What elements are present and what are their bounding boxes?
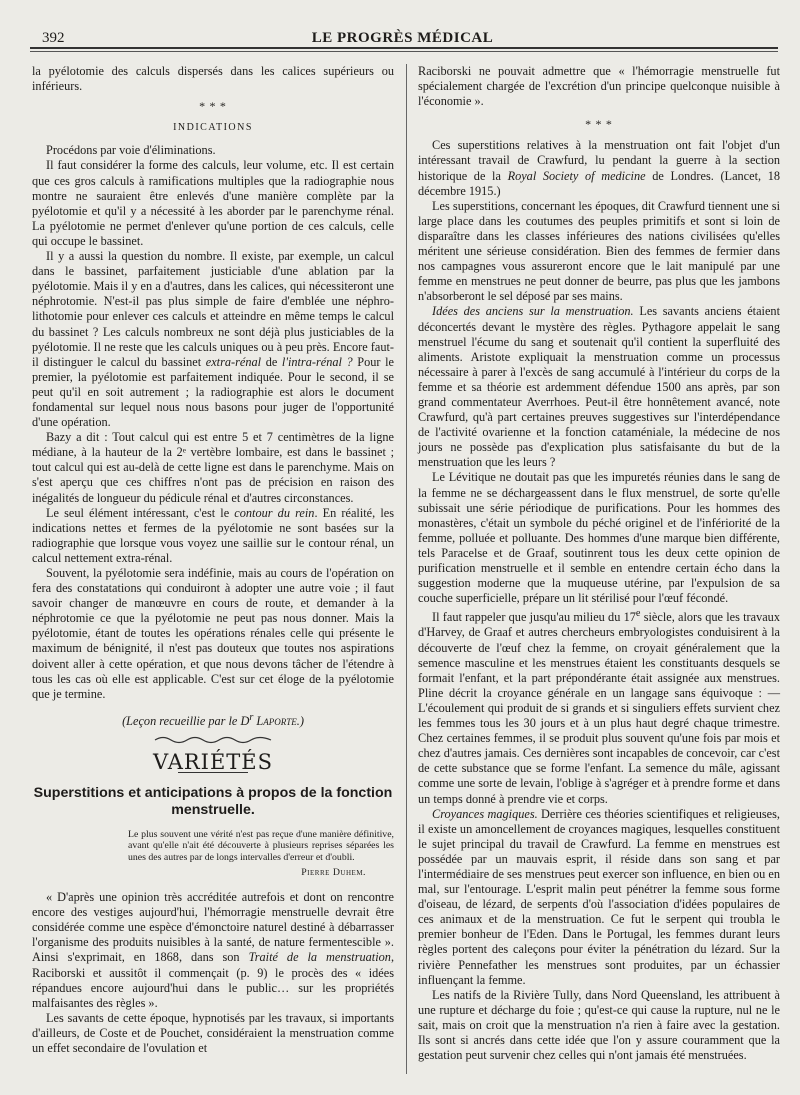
paragraph: Il faut considérer la forme des calculs, leur volume, etc. Il est certain que ces gros calculs à ramifications multiples que la radiographie nous montre ne sauraient être enlevés d'une manière complète par la pyélotomie et qu'il y a nécessité à les aborder par le parenchyme rénal. La pyélotomie ne permet d'enlever qu'une portion de ces calculs, celle qui occupe le bassinet.	[32, 158, 394, 248]
text-run: . En réalité, les indications nettes et fermes de la pyélotomie ne sont basées sur la radiographie que lorsque vous voyez une saillie sur le contour rénal, un calcul nettement extra-rénal.	[32, 505, 394, 565]
paragraph: Les superstitions, concernant les époques, dit Crawfurd tiennent une si large place dans les coutumes des peuples primitifs et sont si loin de disparaître dans les classes inférieures des nations civilisées qu'elles méritent une sérieuse considération. Bien des femmes de fermier dans nos campagnes vous assureront encore que le lait manipulé par une femme en menstrues ne peut donner de beurre, pas plus que les jambons n'absorberont le sel déposé par ses mains.	[418, 198, 780, 304]
paragraph	[32, 249, 394, 430]
paragraph	[32, 890, 394, 1011]
text-run: siècle, alors que les travaux d'Harvey, de Graaf et autres chercheurs embryologistes conduisirent à la découverte de l'œuf chez la femme, on croyait généralement que la semence masculine et les menstrues étaient les constituants desquels se formait l'enfant, et la part prépondérante était assignée aux menstrues. Pline décrit la croyance générale en un langage sans équivoque : — L'écoulement qui produit de si grands et si singuliers effets survient chez les femmes tous les 30 jours et à un plus haut degré chaque trimestre. Chez certaines femmes, il se produit plus souvent qu'une fois par mois et chez d'autres jamais. Ces dernières sont incapables de concevoir, car c'est de cette substance que se forme l'enfant. La semence du mâle, agissant comme une sorte de levain, l'oblige à s'agréger et à prendre forme et dans un temps donné à prendre vie et corps.	[418, 610, 780, 806]
paragraph: la pyélotomie des calculs dispersés dans les calices supérieurs ou inférieurs.	[32, 64, 394, 94]
section-title: VARIÉTÉS	[152, 750, 274, 775]
paragraph	[32, 506, 394, 566]
paragraph: Raciborski ne pouvait admettre que « l'hémorragie menstruelle fut spécialement chargée de l'excrétion d'un principe quelconque nuisible à l'économie ».	[418, 64, 780, 109]
italic-run: extra-rénal	[205, 354, 262, 369]
italic-run: l'intra-rénal ?	[281, 354, 353, 369]
text-run: de Londres. (Lancet, 18 décembre 1915.)	[418, 168, 781, 198]
paragraph: Le Lévitique ne doutait pas que les impuretés réunies dans le sang de la femme ne se déchargeassent dans le flux menstruel, de sorte qu'elle subissait une série périodique de purifications. Pour les hommes des monastères, c'était un symbole du péché originel et de l'infériorité de la femme, polluée et polluante. Des hommes d'une marque bien différente, tels Paracelse et de Graaf, soutinrent tous les deux cette opinion de purification menstruelle et il semble en entendre certain écho dans la suggestion moderne que la muqueuse utérine, par l'expulsion de sa couche superficielle, prépare un lit stérilisé pour l'œuf fécondé.	[418, 470, 780, 606]
text-run: de	[261, 354, 282, 369]
right-column	[418, 64, 780, 1063]
italic-run: contour du rein	[234, 505, 315, 520]
text-run: Il y a aussi la question du nombre. Il existe, par exemple, un calcul dans le bassinet, parfaitement justiciable d'une ablation par la pyélotomie. Mais il y en a d'autres, dans les calices, qui nécessiteront une néphrotomie. N'est-il pas plus simple de faire d'emblée une néphro-lithotomie pour enlever ces calculs et atteindre en même temps le calcul du bassinet ? Les calculs nombreux ne sont déjà plus justiciables de la pyélotomie. Il ne reste que les calculs uniques ou à peu près. Encore faut-il distinguer le calcul du bassinet	[32, 249, 394, 369]
superscript: e	[635, 608, 641, 620]
paragraph: Les savants de cette époque, hypnotisés par les travaux, si importants d'ailleurs, de Coste et de Pouchet, considéraient la menstruation comme un effet secondaire de l'ovulation et	[32, 1010, 394, 1056]
text-run: Le seul élément intéressant, c'est le	[46, 505, 235, 520]
column-divider	[406, 64, 407, 1074]
paragraph: Procédons par voie d'éliminations.	[46, 143, 216, 158]
superscript: r	[249, 711, 254, 723]
paragraph	[418, 138, 780, 198]
text-run: Pour le premier, la pyélotomie est parfaitement indiquée. Pour le second, il se peut qu'il en soit autrement ; la radiographie est alors le document fondamental sur lequel nous nous basons pour juger de l'opportunité d'une opération.	[32, 354, 394, 430]
epigraph-author: Pierre Duhem.	[301, 867, 366, 879]
text-run: Les savants anciens étaient déconcertés devant le mystère des règles. Pythagore appelait le sang menstruel l'écume du sang et soutenait qu'il contient la superfluité des aliments. Aristote expliquait la menstruation comme un processus nécessaire à parer à l'excès de sang accumulé à l'intérieur du corps de la femme et sa théorie est ardemment défendue 1500 ans après, par son grand commentateur Averrhoes. Peut-il être honnêtement avancé, note Crawfurd, qu'à part certaines preuves suggestives sur l'interdépendance de l'activité ovarienne et la fonction cataméniale, la médecine de nos jours ne possède pas d'explication plus satisfaisante du but de la menstruation que les leurs ?	[418, 304, 780, 470]
paragraph: Les natifs de la Rivière Tully, dans Nord Queensland, les attribuent à une rupture et décharge du foie ; qu'est-ce qui cause la rupture, nul ne le sait, mais on croit que la menstruation n'a rien à faire avec la gestation. Ils sont si ancrés dans cette idée que l'on y assure couramment que la gestation peut survenir chez celles qui n'ont jamais été menstruées.	[418, 987, 780, 1063]
article-title: Superstitions et anticipations à propos de la fonction menstruelle.	[33, 785, 393, 819]
paragraph	[418, 304, 780, 470]
text-run: « D'après une opinion très accréditée autrefois et dont on rencontre encore des vestiges aujourd'hui, l'hémorragie menstruelle devrait être considérée comme une espèce d'émonctoire naturel destiné à débarrasser l'organisme des produits nuisibles à la santé, de nature fermentescible ». Ainsi s'exprimait, en 1868, dans son	[32, 890, 394, 965]
paragraph: Bazy a dit : Tout calcul qui est entre 5 et 7 centimètres de la ligne médiane, à la hauteur de la 2ᵉ vertèbre lombaire, est dans le bassinet ; tout calcul qui est au-delà de cette ligne est dans le parenchyme. Mais on s'est aperçu que ces chiffres n'ont pas de précision en raison des inégalités de longueur du pédicule rénal et d'autres circonstances.	[32, 430, 394, 505]
text-run: , Raciborski et aussitôt il commençait (p. 9) le procès des « idées répandues encore aujourd'hui dans le public… sur les propriétés malfaisantes des règles ».	[32, 950, 395, 1010]
epigraph: Le plus souvent une vérité n'est pas reçue d'une manière définitive, avant qu'elle n'ait été découverte à plusieurs reprises séparées les unes des autres par de longs intervalles d'erreur et d'oubli.	[128, 829, 394, 863]
text-run: Laporte.)	[253, 713, 304, 728]
text-run: Il faut rappeler que jusqu'au milieu du 17	[432, 610, 636, 625]
lecture-credit	[32, 710, 394, 729]
paragraph: Souvent, la pyélotomie sera indéfinie, mais au cours de l'opération on fera des constatations qui conduiront à adopter une autre voie ; il faut savoir changer de manœuvre en cours de route, et demander à la néphrotomie ce que la pyélotomie ne peut pas nous donner. Mais la pyélotomie, étant de toutes les opérations rénales celle qui présente le maximum de bénignité, il n'est pas douteux que toutes nos aspirations doivent aller à cette opération, et que nous devons tâcher de l'étendre à tous les cas où elle est applicable. C'est sur cet éloge de la pyélotomie que je termine.	[32, 566, 394, 701]
text-run: Derrière ces théories scientifiques et religieuses, il existe un amoncellement de croyances magiques, lesquelles constituent le sujet principal du travail de Crawfurd. La femme en menstrues est possédée par un mauvais esprit, il réside dans son sang et par l'intermédiaire de ses menstrues peut exercer son influence, en bien ou en mal, sur l'entourage. L'esprit malin peut pénétrer la femme sous forme d'oiseau, de lézard, de serpents d'où l'association d'idées populaires de ces animaux et de la menstruation. Ce fut le serpent qui troubla le premier bonheur de l'Eden. Dans le Portugal, les femmes durant leurs règles portent des caleçons pour éviter la pénétration du lézard. Sur la rivière Pennefather les menstrues sont produites, par un échassier influençant la femme.	[418, 806, 780, 987]
left-column	[32, 64, 394, 1056]
section-separator: * * *	[585, 117, 613, 132]
paragraph	[418, 606, 780, 806]
journal-title: LE PROGRÈS MÉDICAL	[311, 30, 494, 46]
text-run: (Leçon recueillie par le D	[122, 713, 250, 728]
italic-run: Idées des anciens sur la menstruation.	[432, 304, 634, 319]
italic-run: Traité de la menstruation	[248, 950, 391, 965]
section-separator: * * *	[199, 99, 227, 114]
header-rule-thin	[30, 51, 778, 52]
header-rule	[30, 47, 778, 49]
paragraph	[418, 807, 780, 988]
ornament-divider	[153, 735, 273, 745]
subsection-heading: INDICATIONS	[173, 122, 253, 134]
italic-run: Royal Society of medicine	[507, 168, 646, 183]
italic-run: Croyances magiques.	[432, 806, 538, 821]
page-number: 392	[42, 30, 65, 46]
text-run: Ces superstitions relatives à la menstruation ont fait l'objet d'un intéressant travail de Crawfurd, lu pendant la guerre à la section historique de la	[418, 138, 780, 183]
